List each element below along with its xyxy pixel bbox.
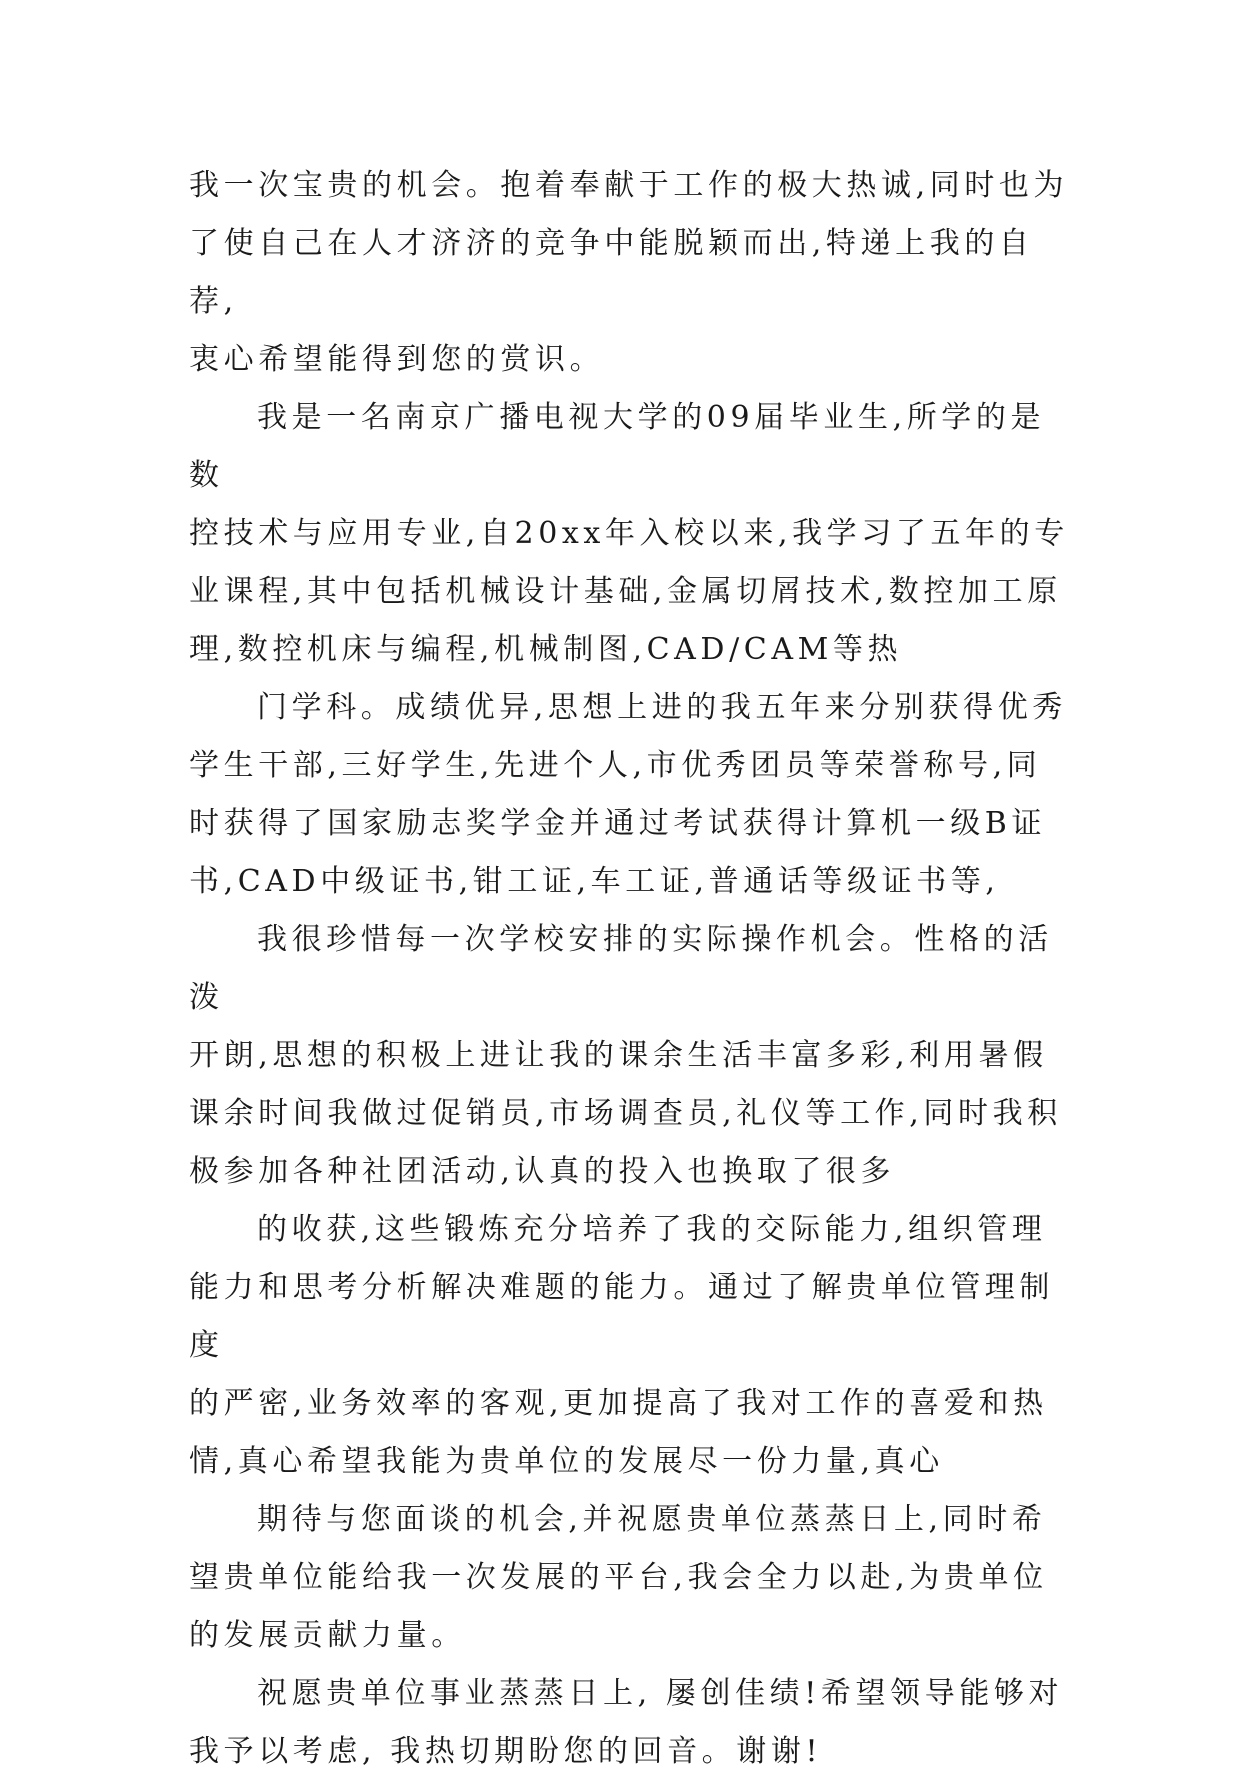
paragraph-continuation: 我一次宝贵的机会。抱着奉献于工作的极大热诚,同时也为 了使自己在人才济济的竞争中能脱颖而出,特递上我的自荐, 衷心希望能得到您的赏识。 xyxy=(189,168,1069,377)
letter-body xyxy=(189,157,1069,1781)
paragraph-closing: 祝愿贵单位事业蒸蒸日上, 屡创佳绩!希望领导能够对 我予以考虑, 我热切期盼您的回音。谢谢! xyxy=(189,1676,1064,1769)
paragraph-achievements: 门学科。成绩优异,思想上进的我五年来分别获得优秀 学生干部,三好学生,先进个人,市优秀团员等荣誉称号,同 时获得了国家励志奖学金并通过考试获得计算机一级B证 书,CAD中级证书,钳工证,车工证,普通话等级证书等, xyxy=(189,690,1067,899)
paragraph-activities: 我很珍惜每一次学校安排的实际操作机会。性格的活泼 开朗,思想的积极上进让我的课余生活丰富多彩,利用暑假 课余时间我做过促销员,市场调查员,礼仪等工作,同时我积 极参加各种社团活动,认真的投入也换取了很多 xyxy=(189,922,1062,1189)
paragraph-abilities: 的收获,这些锻炼充分培养了我的交际能力,组织管理 能力和思考分析解决难题的能力。通过了解贵单位管理制度 的严密,业务效率的客观,更加提高了我对工作的喜爱和热 情,真心希望我能为贵单位的发展尽一份力量,真心 xyxy=(189,1212,1054,1479)
paragraph-education: 我是一名南京广播电视大学的09届毕业生,所学的是数 控技术与应用专业,自20xx年入校以来,我学习了五年的专 业课程,其中包括机械设计基础,金属切屑技术,数控加工原 理,数控机床与编程,机械制图,CAD/CAM等热 xyxy=(189,400,1069,667)
paragraph-interview: 期待与您面谈的机会,并祝愿贵单位蒸蒸日上,同时希 望贵单位能给我一次发展的平台,我会全力以赴,为贵单位 的发展贡献力量。 xyxy=(189,1502,1048,1653)
